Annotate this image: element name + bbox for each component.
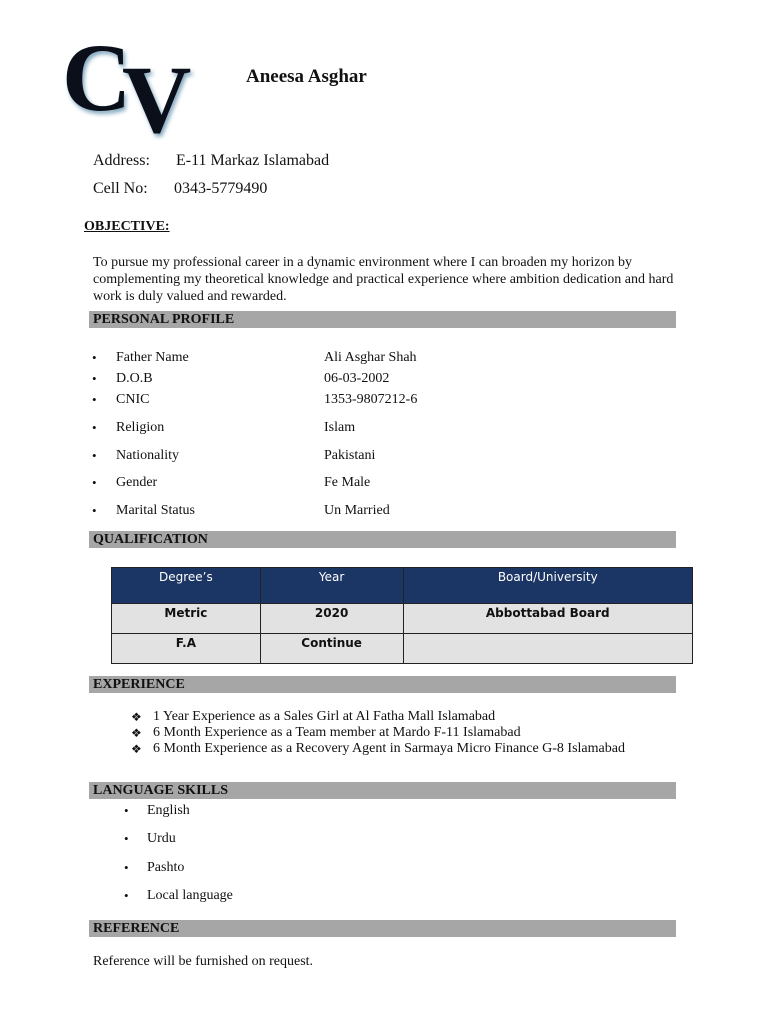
bullet-icon: • (124, 803, 129, 818)
diamond-bullet-icon: ❖ (131, 742, 142, 756)
table-cell: Abbottabad Board (403, 604, 693, 634)
cv-logo-c: C (62, 24, 132, 131)
table-cell: Continue (260, 634, 403, 664)
language-item: Pashto (147, 860, 185, 875)
profile-label: Gender (116, 475, 158, 490)
bullet-icon: • (92, 350, 97, 365)
profile-value: Fe Male (324, 475, 371, 490)
bullet-icon: • (92, 475, 97, 490)
bullet-icon: • (92, 448, 97, 463)
experience-item: 6 Month Experience as a Team member at Mardo F-11 Islamabad (153, 725, 521, 740)
table-cell (403, 634, 693, 664)
bullet-icon: • (92, 420, 97, 435)
table-cell: F.A (112, 634, 261, 664)
cell-label: Cell No: (93, 180, 148, 197)
reference-heading: REFERENCE (89, 920, 676, 937)
profile-label: Father Name (116, 350, 189, 365)
cv-logo-v: V (122, 46, 192, 153)
profile-label: Marital Status (116, 503, 195, 518)
experience-heading: EXPERIENCE (89, 676, 676, 693)
profile-label: Religion (116, 420, 165, 435)
language-item: English (147, 803, 190, 818)
column-header: Board/University (403, 568, 693, 604)
address-value: E-11 Markaz Islamabad (176, 152, 330, 169)
diamond-bullet-icon: ❖ (131, 726, 142, 740)
table-row (112, 604, 693, 634)
profile-value: 1353-9807212-6 (324, 392, 418, 407)
candidate-name: Aneesa Asghar (246, 66, 367, 87)
table-row (112, 634, 693, 664)
bullet-icon: • (124, 888, 129, 903)
cell-value: 0343-5779490 (174, 180, 268, 197)
cv-logo (62, 24, 192, 153)
experience-item: 6 Month Experience as a Recovery Agent in Sarmaya Micro Finance G-8 Islamabad (153, 741, 625, 756)
bullet-icon: • (92, 503, 97, 518)
profile-label: D.O.B (116, 371, 153, 386)
table-cell: Metric (112, 604, 261, 634)
experience-item: 1 Year Experience as a Sales Girl at Al Fatha Mall Islamabad (153, 709, 496, 724)
profile-label: CNIC (116, 392, 150, 407)
bullet-icon: • (92, 392, 97, 407)
language-item: Local language (147, 888, 233, 903)
profile-value: Pakistani (324, 448, 376, 463)
reference-text: Reference will be furnished on request. (93, 954, 314, 969)
personal-profile-heading: PERSONAL PROFILE (89, 311, 676, 328)
profile-value: Un Married (324, 503, 390, 518)
objective-text: To pursue my professional career in a dynamic environment where I can broaden my horizon by complementing my theoretical knowledge and practical experience where ambition dedication and hard work is duly valued and rewarded. (93, 255, 674, 304)
column-header: Year (260, 568, 403, 604)
table-header-row (112, 568, 693, 604)
column-header: Degree’s (112, 568, 261, 604)
bullet-icon: • (124, 860, 129, 875)
language-skills-heading: LANGUAGE SKILLS (89, 782, 676, 799)
qualification-heading: QUALIFICATION (89, 531, 676, 548)
profile-value: 06-03-2002 (324, 371, 390, 386)
bullet-icon: • (124, 831, 129, 846)
qualification-table (111, 567, 693, 664)
profile-label: Nationality (116, 448, 179, 463)
table-cell: 2020 (260, 604, 403, 634)
address-label: Address: (93, 152, 150, 169)
profile-value: Islam (324, 420, 356, 435)
bullet-icon: • (92, 371, 97, 386)
language-item: Urdu (147, 831, 176, 846)
diamond-bullet-icon: ❖ (131, 710, 142, 724)
objective-heading: OBJECTIVE: (84, 219, 170, 234)
profile-value: Ali Asghar Shah (324, 350, 417, 365)
